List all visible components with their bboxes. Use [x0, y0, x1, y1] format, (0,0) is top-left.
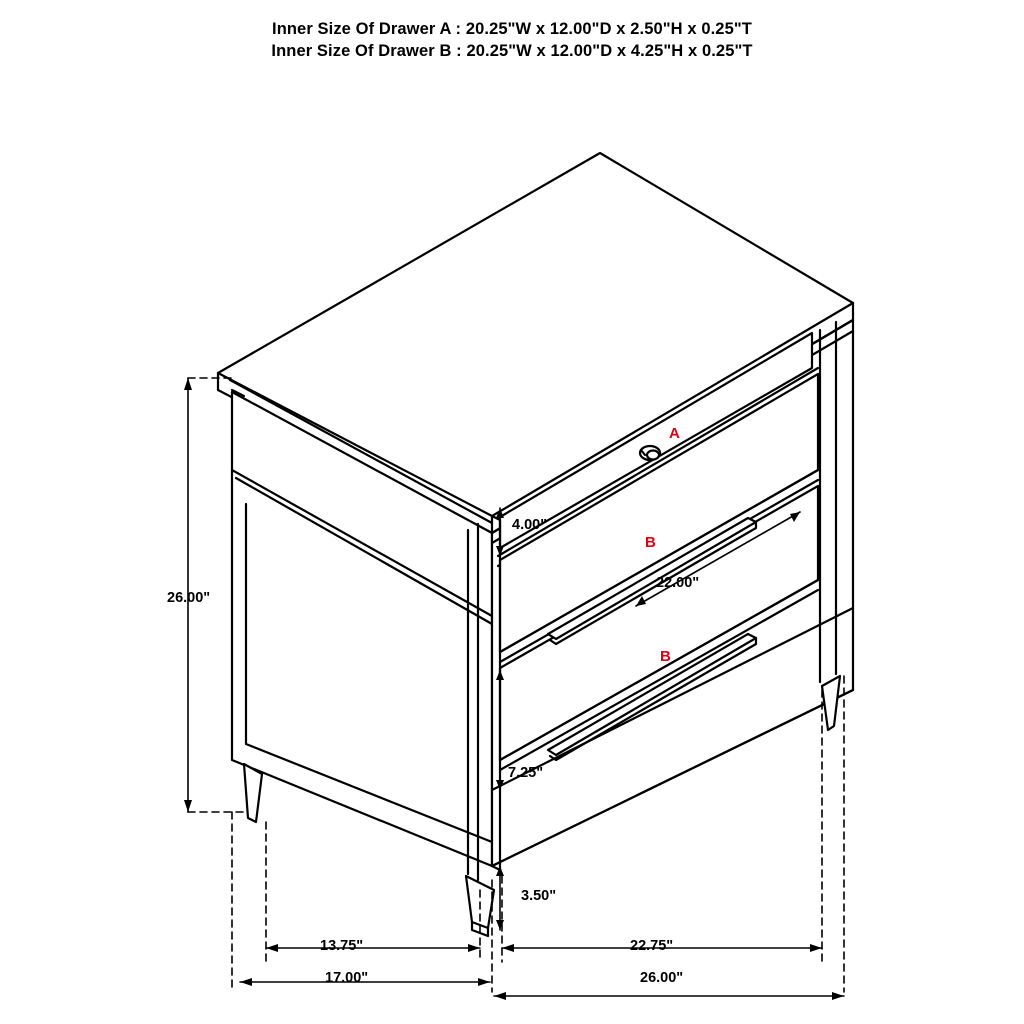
- drawer-marker-a: A: [669, 425, 680, 442]
- drawer-marker-b-lower: B: [660, 648, 671, 665]
- dimension-side-depth-overall: 17.00": [325, 970, 369, 986]
- header-line-drawer-a: Inner Size Of Drawer A : 20.25"W x 12.00"D x 2.50"H x 0.25"T: [272, 20, 752, 38]
- dimension-drawer-b-height: 7.25": [508, 765, 544, 781]
- dimension-front-width-overall: 26.00": [640, 970, 684, 986]
- dimension-drawer-a-height: 4.00": [512, 517, 548, 533]
- dimension-drawer-width: 22.00": [656, 575, 700, 591]
- dimension-front-width-inner: 22.75": [630, 938, 674, 954]
- dimension-overall-height: 26.00": [167, 590, 211, 606]
- dimension-side-depth-inner: 13.75": [320, 938, 364, 954]
- header-line-drawer-b: Inner Size Of Drawer B : 20.25"W x 12.00"D x 4.25"H x 0.25"T: [271, 42, 753, 60]
- drawer-marker-b-upper: B: [645, 534, 656, 551]
- dimension-leg-height: 3.50": [521, 888, 557, 904]
